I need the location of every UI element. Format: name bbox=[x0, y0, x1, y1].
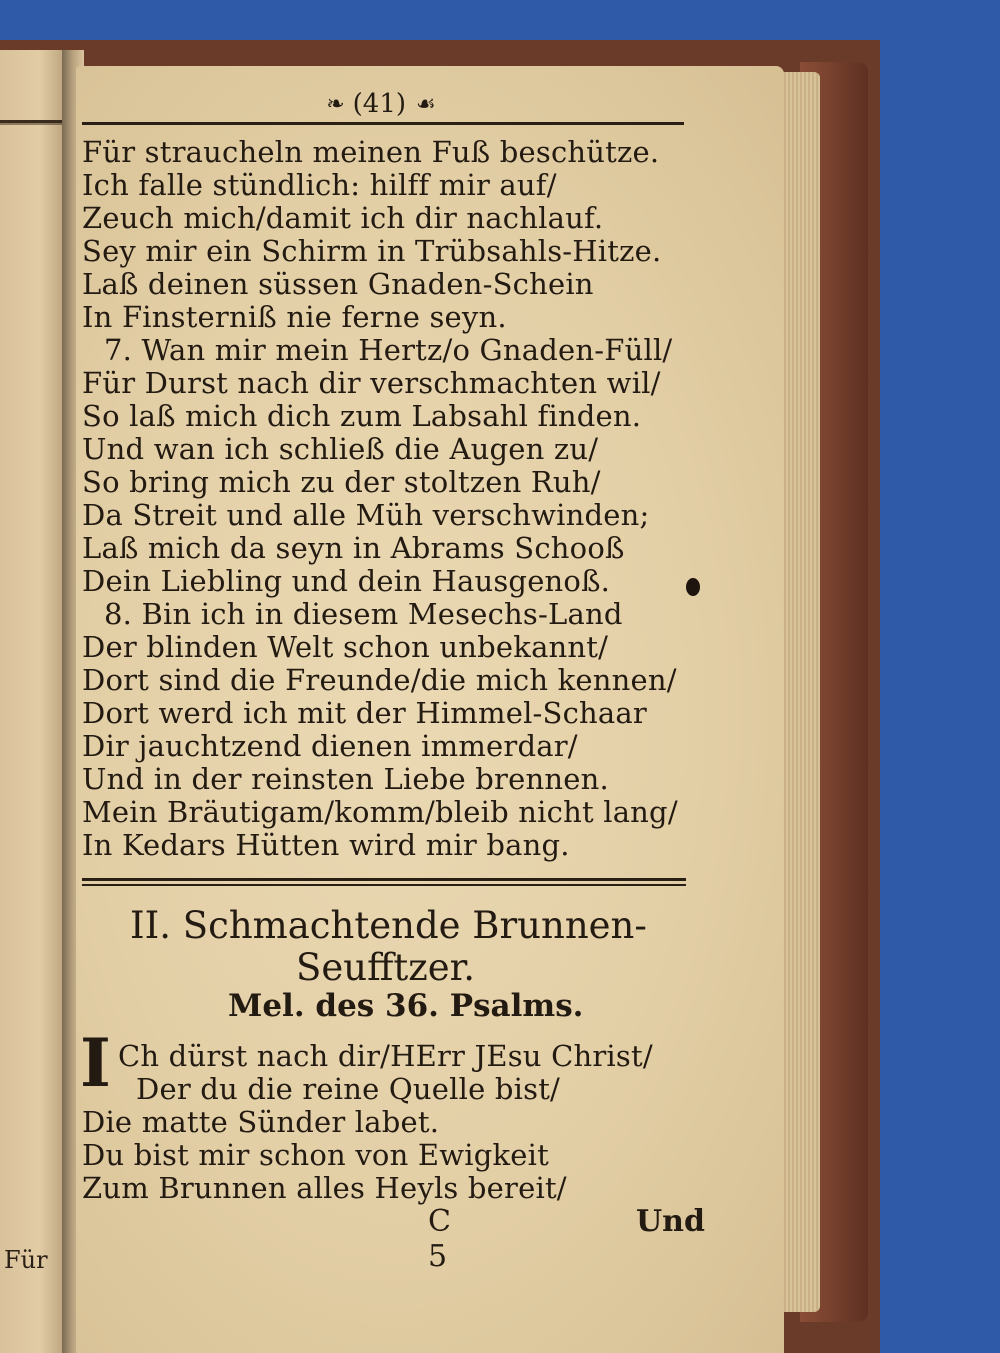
verse-line: Zeuch mich/damit ich dir nachlauf. bbox=[82, 201, 604, 235]
hymn-title-continued: Seufftzer. bbox=[296, 946, 476, 989]
verse-line: Dort werd ich mit der Himmel-Schaar bbox=[82, 696, 647, 730]
verse-line: Und in der reinsten Liebe brennen. bbox=[82, 762, 609, 796]
verse-line: Dein Liebling und dein Hausgenoß. bbox=[82, 564, 611, 598]
verse-line: Ich falle stündlich: hilff mir auf/ bbox=[82, 168, 557, 202]
hymn-line: Du bist mir schon von Ewigkeit bbox=[82, 1138, 549, 1172]
verse-line: In Kedars Hütten wird mir bang. bbox=[82, 828, 570, 862]
verse-line: 7. Wan mir mein Hertz/o Gnaden-Füll/ bbox=[104, 333, 673, 367]
hymn-line: Zum Brunnen alles Heyls bereit/ bbox=[82, 1171, 567, 1205]
hymn-line: Der du die reine Quelle bist/ bbox=[136, 1072, 561, 1106]
verse-line: Sey mir ein Schirm in Trübsahls-Hitze. bbox=[82, 234, 662, 268]
hymn-melody: Mel. des 36. Psalms. bbox=[228, 988, 584, 1024]
catchword: Und bbox=[636, 1204, 705, 1239]
verse-line: Dir jauchtzend dienen immerdar/ bbox=[82, 729, 578, 763]
verse-line: Laß mich da seyn in Abrams Schooß bbox=[82, 531, 625, 565]
hymn-line: Ch dürst nach dir/HErr JEsu Christ/ bbox=[118, 1039, 653, 1073]
ornament-left-icon: ❧ bbox=[326, 91, 343, 117]
verse-line: Laß deinen süssen Gnaden-Schein bbox=[82, 267, 594, 301]
header-rule bbox=[82, 122, 684, 125]
ornament-right-icon: ☙ bbox=[416, 91, 434, 117]
page-number: (41) bbox=[352, 89, 407, 119]
verse-line: 8. Bin ich in diesem Mesechs-Land bbox=[104, 597, 623, 631]
hymn-title: II. Schmachtende Brunnen- bbox=[130, 904, 647, 947]
verse-line: In Finsterniß nie ferne seyn. bbox=[82, 300, 507, 334]
left-page bbox=[0, 50, 66, 1353]
section-rule bbox=[82, 884, 686, 886]
signature-mark: C 5 bbox=[428, 1204, 451, 1274]
left-page-catchword: Für bbox=[4, 1246, 48, 1274]
verse-line: So laß mich dich zum Labsahl finden. bbox=[82, 399, 642, 433]
verse-line: Für straucheln meinen Fuß beschütze. bbox=[82, 135, 660, 169]
verse-line: Und wan ich schließ die Augen zu/ bbox=[82, 432, 599, 466]
verse-line: Mein Bräutigam/komm/bleib nicht lang/ bbox=[82, 795, 678, 829]
drop-cap: I bbox=[80, 1024, 111, 1102]
page-header bbox=[270, 84, 490, 124]
hymn-line: Die matte Sünder labet. bbox=[82, 1105, 440, 1139]
section-rule bbox=[82, 878, 686, 881]
left-page-rule bbox=[0, 122, 62, 125]
verse-line: Der blinden Welt schon unbekannt/ bbox=[82, 630, 609, 664]
verse-line: Dort sind die Freunde/die mich kennen/ bbox=[82, 663, 677, 697]
verse-line: Für Durst nach dir verschmachten wil/ bbox=[82, 366, 661, 400]
ink-mark bbox=[686, 578, 700, 596]
verse-line: Da Streit und alle Müh verschwinden; bbox=[82, 498, 650, 532]
verse-line: So bring mich zu der stoltzen Ruh/ bbox=[82, 465, 601, 499]
